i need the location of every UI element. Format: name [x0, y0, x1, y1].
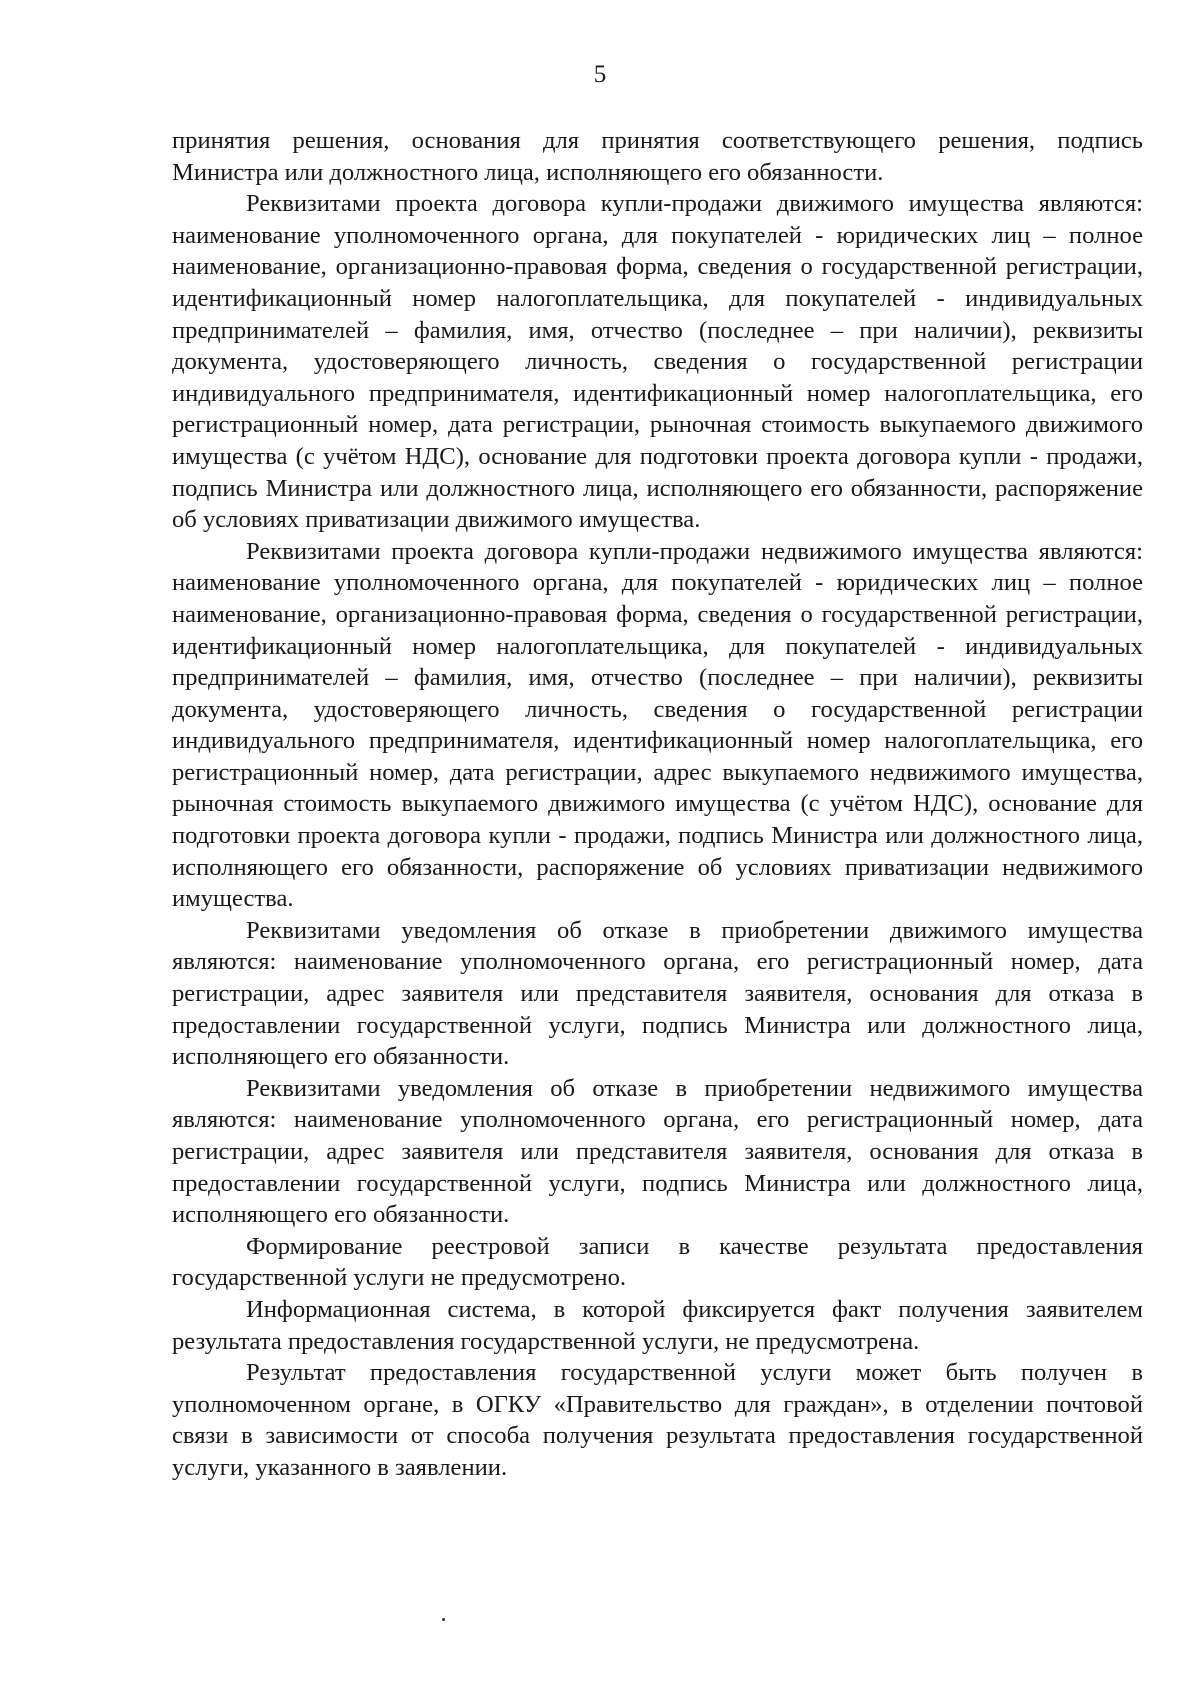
page-number: 5	[593, 61, 607, 88]
document-body	[172, 125, 1143, 1484]
paragraph-movable-property-contract: Реквизитами проекта договора купли-продажи движимого имущества являются: наименование уполномоченного органа, для покупателей - юридических лиц – полное наименование, организационно-правовая форма, сведения о государственной регистрации, идентификационный номер налогоплательщика, для покупателей - индивидуальных предпринимателей – фамилия, имя, отчество (последнее – при наличии), реквизиты документа, удостоверяющего личность, сведения о государственной регистрации индивидуального предпринимателя, идентификационный номер налогоплательщика, его регистрационный номер, дата регистрации, рыночная стоимость выкупаемого движимого имущества (с учётом НДС), основание для подготовки проекта договора купли - продажи, подпись Министра или должностного лица, исполняющего его обязанности, распоряжение об условиях приватизации движимого имущества.	[172, 190, 1143, 534]
paragraph-immovable-refusal-notice: Реквизитами уведомления об отказе в приобретении недвижимого имущества являются: наименование уполномоченного органа, его регистрационный номер, дата регистрации, адрес заявителя или представителя заявителя, основания для отказа в предоставлении государственной услуги, подпись Министра или должностного лица, исполняющего его обязанности.	[172, 1074, 1143, 1229]
paragraph-continuation: принятия решения, основания для принятия соответствующего решения, подпись Министра или должностного лица, исполняющего его обязанности.	[172, 127, 1143, 186]
scan-artifact-dot	[442, 1618, 445, 1621]
paragraph-registry-record: Формирование реестровой записи в качестве результата предоставления государственной услуги не предусмотрено.	[172, 1232, 1143, 1292]
paragraph-information-system: Информационная система, в которой фиксируется факт получения заявителем результата предоставления государственной услуги, не предусмотрена.	[172, 1295, 1143, 1355]
paragraph-immovable-property-contract: Реквизитами проекта договора купли-продажи недвижимого имущества являются: наименование уполномоченного органа, для покупателей - юридических лиц – полное наименование, организационно-правовая форма, сведения о государственной регистрации, идентификационный номер налогоплательщика, для покупателей - индивидуальных предпринимателей – фамилия, имя, отчество (последнее – при наличии), реквизиты документа, удостоверяющего личность, сведения о государственной регистрации индивидуального предпринимателя, идентификационный номер налогоплательщика, его регистрационный номер, дата регистрации, адрес выкупаемого недвижимого имущества, рыночная стоимость выкупаемого движимого имущества (с учётом НДС), основание для подготовки проекта договора купли - продажи, подпись Министра или должностного лица, исполняющего его обязанности, распоряжение об условиях приватизации недвижимого имущества.	[172, 537, 1143, 913]
paragraph-movable-refusal-notice: Реквизитами уведомления об отказе в приобретении движимого имущества являются: наименование уполномоченного органа, его регистрационный номер, дата регистрации, адрес заявителя или представителя заявителя, основания для отказа в предоставлении государственной услуги, подпись Министра или должностного лица, исполняющего его обязанности.	[172, 916, 1143, 1071]
paragraph-result-receipt: Результат предоставления государственной услуги может быть получен в уполномоченном органе, в ОГКУ «Правительство для граждан», в отделении почтовой связи в зависимости от способа получения результата предоставления государственной услуги, указанного в заявлении.	[172, 1359, 1143, 1481]
